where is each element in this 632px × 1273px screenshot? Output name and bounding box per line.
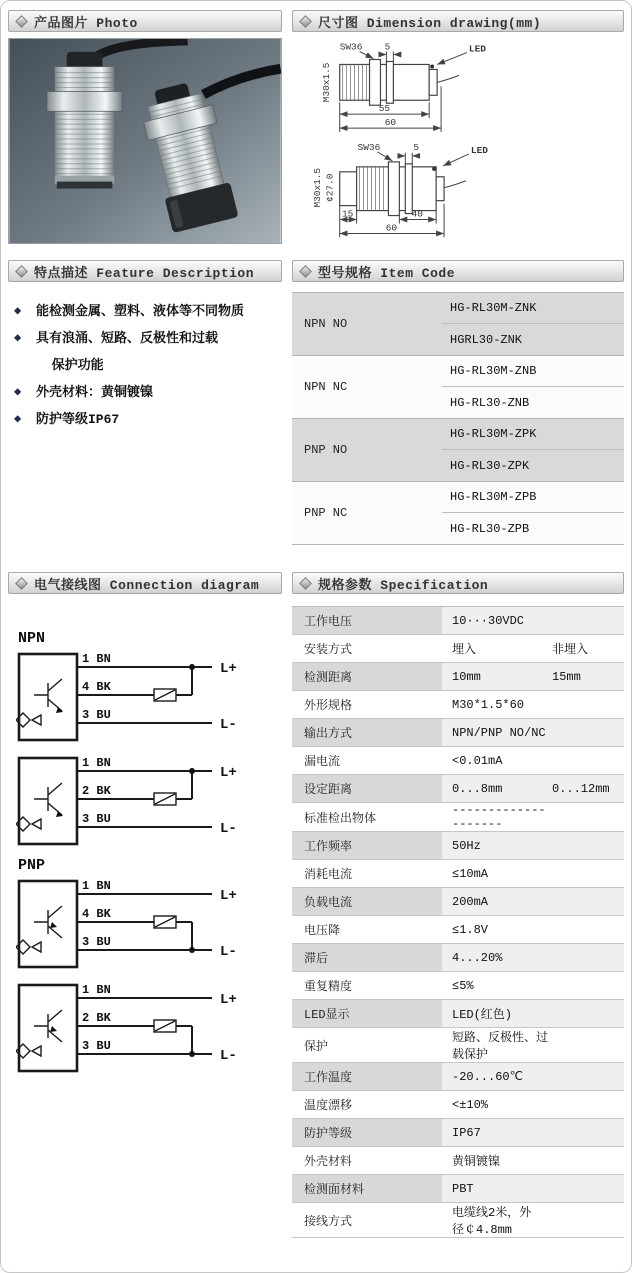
supply-minus-label: L- <box>220 944 237 960</box>
spec-value: NPN/PNP NO/NC <box>452 725 546 740</box>
section-title-connection: 电气接线图 Connection diagram <box>34 577 260 593</box>
spec-row <box>292 1063 624 1091</box>
feature-text: 防护等级IP67 <box>36 412 120 427</box>
spec-label: 检测面材料 <box>292 1175 442 1202</box>
spec-value: 50Hz <box>452 838 481 853</box>
spec-value: -20...60℃ <box>452 1070 524 1084</box>
spec-row <box>292 888 624 916</box>
bullet-diamond-icon: ◆ <box>14 331 22 345</box>
spec-value-secondary <box>552 832 624 859</box>
dim-label-15: 15 <box>342 208 354 220</box>
spec-row <box>292 1091 624 1119</box>
section-title-photo: 产品图片 Photo <box>34 15 138 31</box>
dim-label-55: 55 <box>378 103 391 115</box>
dim-label-40: 40 <box>411 208 423 220</box>
spec-value: PBT <box>452 1181 474 1196</box>
output-type-label: NPN NC <box>304 380 348 394</box>
spec-label: 外壳材料 <box>304 1155 353 1169</box>
item-code-value: HG-RL30M-ZPB <box>442 482 624 513</box>
spec-value-secondary <box>552 888 624 915</box>
spec-value: 短路、反极性、过载保护 <box>452 1031 549 1062</box>
pnp-nc-wiring-diagram <box>16 980 266 1076</box>
spec-row <box>292 972 624 1000</box>
spec-value-secondary <box>552 944 624 971</box>
spec-label: 设定距离 <box>292 775 442 802</box>
section-title-specification: 规格参数 Specification <box>318 577 489 593</box>
npn-group-label: NPN <box>18 630 46 647</box>
section-diamond-icon <box>15 265 28 278</box>
feature-item <box>14 379 282 406</box>
supply-plus-label: L+ <box>220 888 237 904</box>
wire-label-bk: 2 BK <box>82 1011 111 1025</box>
item-code-cells <box>442 356 624 418</box>
top-row <box>8 10 624 260</box>
spec-label: 消耗电流 <box>304 868 353 882</box>
spec-row <box>292 607 624 635</box>
bullet-diamond-icon: ◆ <box>14 304 22 318</box>
feature-text: 能检测金属、塑料、液体等不同物质 <box>36 304 245 319</box>
wire-label-bk: 4 BK <box>82 680 111 694</box>
section-header-connection <box>8 572 282 594</box>
wire-label-bk: 2 BK <box>82 784 111 798</box>
spec-row <box>292 1175 624 1203</box>
wire-label-bn: 1 BN <box>82 879 111 893</box>
spec-value: M30*1.5*60 <box>452 697 525 712</box>
bottom-row <box>8 572 624 1262</box>
item-code-value: HG-RL30-ZNB <box>450 395 530 410</box>
spec-value-secondary <box>552 719 624 746</box>
spec-value-secondary <box>552 1028 624 1062</box>
spec-row <box>292 944 624 972</box>
spec-row <box>292 747 624 775</box>
spec-value-secondary <box>552 1175 624 1202</box>
pnp-no-wiring-diagram <box>16 876 266 972</box>
spec-row <box>292 1147 624 1175</box>
item-code-value: HG-RL30-ZPB <box>450 521 530 536</box>
spec-label: 温度漂移 <box>304 1099 353 1113</box>
spec-row <box>292 663 624 691</box>
spec-value-secondary: 0...12mm <box>552 781 610 796</box>
photo-column <box>8 10 282 260</box>
spec-row <box>292 635 624 663</box>
section-title-feature: 特点描述 Feature Description <box>34 265 255 281</box>
section-header-specification <box>292 572 624 594</box>
feature-column <box>8 260 282 572</box>
wire-label-bu: 3 BU <box>82 812 111 826</box>
section-diamond-icon <box>299 15 312 28</box>
output-type-label: PNP NC <box>304 506 348 520</box>
dim-label-led-bottom: LED <box>470 144 488 156</box>
item-code-value: HG-RL30-ZPK <box>450 458 530 473</box>
section-diamond-icon <box>299 265 312 278</box>
item-code-group <box>292 356 624 419</box>
photo-background <box>9 39 280 243</box>
spec-label: 工作温度 <box>292 1063 442 1090</box>
supply-minus-label: L- <box>220 821 237 837</box>
spec-value-secondary <box>552 747 624 774</box>
spec-label: 漏电流 <box>304 755 341 769</box>
spec-row <box>292 1028 624 1063</box>
spec-label: 外形规格 <box>304 699 353 713</box>
supply-plus-label: L+ <box>220 661 237 677</box>
spec-row <box>292 916 624 944</box>
spec-label: 输出方式 <box>292 719 442 746</box>
spec-value-secondary <box>552 1203 624 1237</box>
item-code-value: HG-RL30M-ZPK <box>442 419 624 450</box>
spec-value-secondary <box>552 803 624 831</box>
feature-item <box>14 325 282 352</box>
spec-label: 重复精度 <box>304 980 353 994</box>
spec-value: LED(红色) <box>452 1008 513 1022</box>
spec-label: 负载电流 <box>292 888 442 915</box>
section-diamond-icon <box>15 15 28 28</box>
spec-value: 电缆线2米，外径￠4.8mm <box>452 1206 532 1237</box>
spec-value: 黄铜镀镍 <box>452 1155 501 1169</box>
spec-value: 10mm <box>452 669 481 684</box>
spec-value-secondary: 非埋入 <box>552 643 589 657</box>
output-type-label: NPN NO <box>304 317 348 331</box>
dimension-drawing <box>292 38 624 244</box>
spec-row <box>292 1203 624 1238</box>
spec-value-secondary <box>552 1063 624 1090</box>
connection-diagrams <box>8 594 282 1084</box>
spec-value: ≤1.8V <box>452 922 489 937</box>
sensor-left <box>47 52 122 189</box>
spec-label: 电压降 <box>304 924 341 938</box>
wire-label-bu: 3 BU <box>82 935 111 949</box>
spec-row <box>292 1000 624 1028</box>
item-code-table <box>292 292 624 545</box>
spec-value-secondary <box>552 607 624 634</box>
wire-label-bu: 3 BU <box>82 1039 111 1053</box>
spec-value: 4...20% <box>452 950 503 965</box>
section-header-photo <box>8 10 282 32</box>
item-code-column <box>292 260 624 572</box>
spec-label: 工作电压 <box>292 607 442 634</box>
spec-value: <0.01mA <box>452 753 503 768</box>
spec-value: 埋入 <box>452 643 477 657</box>
feature-text: 外壳材料：黄铜镀镍 <box>36 385 154 400</box>
spec-row <box>292 719 624 747</box>
wire-label-bu: 3 BU <box>82 708 111 722</box>
dim-label-sw36-bottom: SW36 <box>357 141 381 153</box>
supply-minus-label: L- <box>220 717 237 733</box>
spec-label: 安装方式 <box>304 643 353 657</box>
item-code-group <box>292 419 624 482</box>
supply-minus-label: L- <box>220 1048 237 1064</box>
spec-value: IP67 <box>452 1125 481 1140</box>
product-photo-illustration <box>9 39 281 243</box>
feature-item <box>14 406 282 433</box>
dim-label-5-bottom: 5 <box>413 141 420 153</box>
item-code-value: HG-RL30M-ZNB <box>442 356 624 387</box>
item-code-value: HGRL30-ZNK <box>450 332 523 347</box>
spec-label: 工作频率 <box>292 832 442 859</box>
spec-value: 0...8mm <box>452 781 503 796</box>
section-title-item-code: 型号规格 Item Code <box>318 265 456 281</box>
bullet-diamond-icon: ◆ <box>14 412 22 426</box>
spec-value-secondary <box>552 691 624 718</box>
dim-label-5-top: 5 <box>384 41 391 53</box>
spec-row <box>292 1119 624 1147</box>
specification-table <box>292 606 624 1238</box>
dim-label-thread-top: M30x1.5 <box>320 62 332 103</box>
supply-plus-label: L+ <box>220 765 237 781</box>
feature-text: 具有浪涌、短路、反极性和过载 <box>36 331 219 346</box>
spec-value-secondary <box>552 860 624 887</box>
spec-row <box>292 775 624 803</box>
specification-column <box>292 572 624 1262</box>
section-header-item-code <box>292 260 624 282</box>
spec-value: -------------------- <box>452 803 546 831</box>
dimension-column <box>292 10 624 260</box>
wire-label-bk: 4 BK <box>82 907 111 921</box>
bullet-diamond-icon: ◆ <box>14 385 22 399</box>
spec-value-secondary <box>552 1091 624 1118</box>
spec-label: LED显示 <box>292 1000 442 1027</box>
spec-value-secondary <box>552 1000 624 1027</box>
spec-value-secondary: 15mm <box>552 669 581 684</box>
npn-nc-wiring-diagram <box>16 753 266 849</box>
section-header-dimension <box>292 10 624 32</box>
dimension-drawing-svg <box>292 38 624 244</box>
spec-value-secondary <box>552 972 624 999</box>
feature-list <box>8 298 282 433</box>
section-diamond-icon <box>299 577 312 590</box>
spec-label: 检测距离 <box>292 663 442 690</box>
dimension-bottom-view <box>312 142 488 237</box>
wire-label-bn: 1 BN <box>82 756 111 770</box>
wire-label-bn: 1 BN <box>82 983 111 997</box>
section-header-feature <box>8 260 282 282</box>
npn-no-wiring-diagram <box>16 649 266 745</box>
dim-label-led-top: LED <box>468 43 486 55</box>
dim-label-thread-bottom: M30x1.5 <box>311 167 323 208</box>
supply-plus-label: L+ <box>220 992 237 1008</box>
spec-value: <±10% <box>452 1097 489 1112</box>
spec-value-secondary <box>552 1147 624 1174</box>
connection-column <box>8 572 282 1262</box>
dim-label-60-bottom: 60 <box>385 222 398 234</box>
spec-label: 滞后 <box>292 944 442 971</box>
spec-label: 保护 <box>304 1039 329 1054</box>
feature-item <box>14 298 282 325</box>
spec-value-secondary <box>552 916 624 943</box>
spec-value: 10···30VDC <box>452 613 525 628</box>
item-code-group <box>292 293 624 356</box>
dim-label-sw36-top: SW36 <box>339 41 363 53</box>
dimension-top-view <box>321 42 486 133</box>
spec-row <box>292 803 624 832</box>
spec-label: 防护等级 <box>292 1119 442 1146</box>
dim-label-60-top: 60 <box>384 117 397 129</box>
spec-row <box>292 691 624 719</box>
item-code-value: HG-RL30M-ZNK <box>442 293 624 324</box>
pnp-group-label: PNP <box>18 857 46 874</box>
output-type-label: PNP NO <box>304 443 348 457</box>
spec-value-secondary <box>552 1119 624 1146</box>
product-photo <box>8 38 282 244</box>
item-code-group <box>292 482 624 545</box>
section-title-dimension: 尺寸图 Dimension drawing(mm) <box>318 15 542 31</box>
spec-value: 200mA <box>452 894 489 909</box>
item-code-cells <box>442 482 624 544</box>
spec-value: ≤5% <box>452 978 474 993</box>
item-code-cells <box>442 293 624 355</box>
item-code-cells <box>442 419 624 481</box>
middle-row <box>8 260 624 572</box>
wire-label-bn: 1 BN <box>82 652 111 666</box>
feature-item <box>14 352 282 379</box>
spec-value: ≤10mA <box>452 866 489 881</box>
section-diamond-icon <box>15 577 28 590</box>
spec-label: 标准检出物体 <box>304 811 377 826</box>
feature-text: 保护功能 <box>36 358 104 373</box>
spec-label: 接线方式 <box>304 1214 353 1229</box>
dim-label-diameter: ¢27.0 <box>324 173 336 202</box>
spec-row <box>292 832 624 860</box>
spec-row <box>292 860 624 888</box>
